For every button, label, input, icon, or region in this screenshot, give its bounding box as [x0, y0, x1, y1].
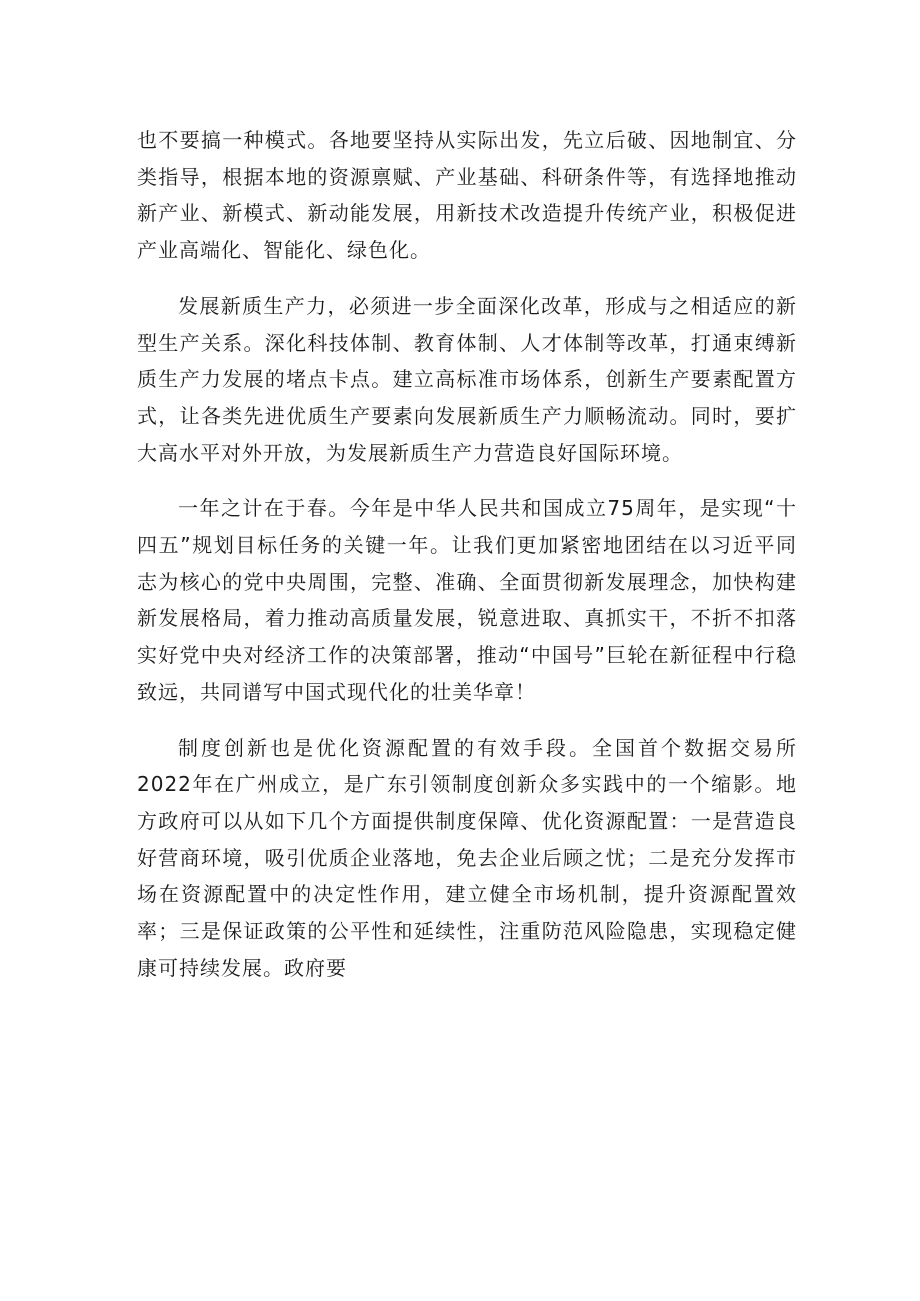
paragraph-year-plan: 一年之计在于春。今年是中华人民共和国成立75周年，是实现“十四五”规划目标任务的关键一年。让我们更加紧密地团结在以习近平同志为核心的党中央周围，完整、准确、全面贯彻新发展理念，加快构建新发展格局，着力推动高质量发展，锐意进取、真抓实干，不折不扣落实好党中央对经济工作的决策部署，推动“中国号”巨轮在新征程中行稳致远，共同谱写中国式现代化的壮美华章！: [137, 496, 797, 704]
paragraph-new-productivity-reform: 发展新质生产力，必须进一步全面深化改革，形成与之相适应的新型生产关系。深化科技体制、教育体制、人才体制等改革，打通束缚新质生产力发展的堵点卡点。建立高标准市场体系，创新生产要素配置方式，让各类先进优质生产要素向发展新质生产力顺畅流动。同时，要扩大高水平对外开放，为发展新质生产力营造良好国际环境。: [137, 293, 797, 465]
paragraph-continuation: 也不要搞一种模式。各地要坚持从实际出发，先立后破、因地制宜、分类指导，根据本地的资源禀赋、产业基础、科研条件等，有选择地推动新产业、新模式、新动能发展，用新技术改造提升传统产业，积极促进产业高端化、智能化、绿色化。: [137, 128, 797, 263]
document-body: [137, 122, 797, 986]
paragraph-institutional-innovation: 制度创新也是优化资源配置的有效手段。全国首个数据交易所2022年在广州成立，是广东引领制度创新众多实践中的一个缩影。地方政府可以从如下几个方面提供制度保障、优化资源配置：一是营造良好营商环境，吸引优质企业落地，免去企业后顾之忧；二是充分发挥市场在资源配置中的决定性作用，建立健全市场机制，提升资源配置效率；三是保证政策的公平性和延续性，注重防范风险隐患，实现稳定健康可持续发展。政府要: [137, 735, 797, 980]
